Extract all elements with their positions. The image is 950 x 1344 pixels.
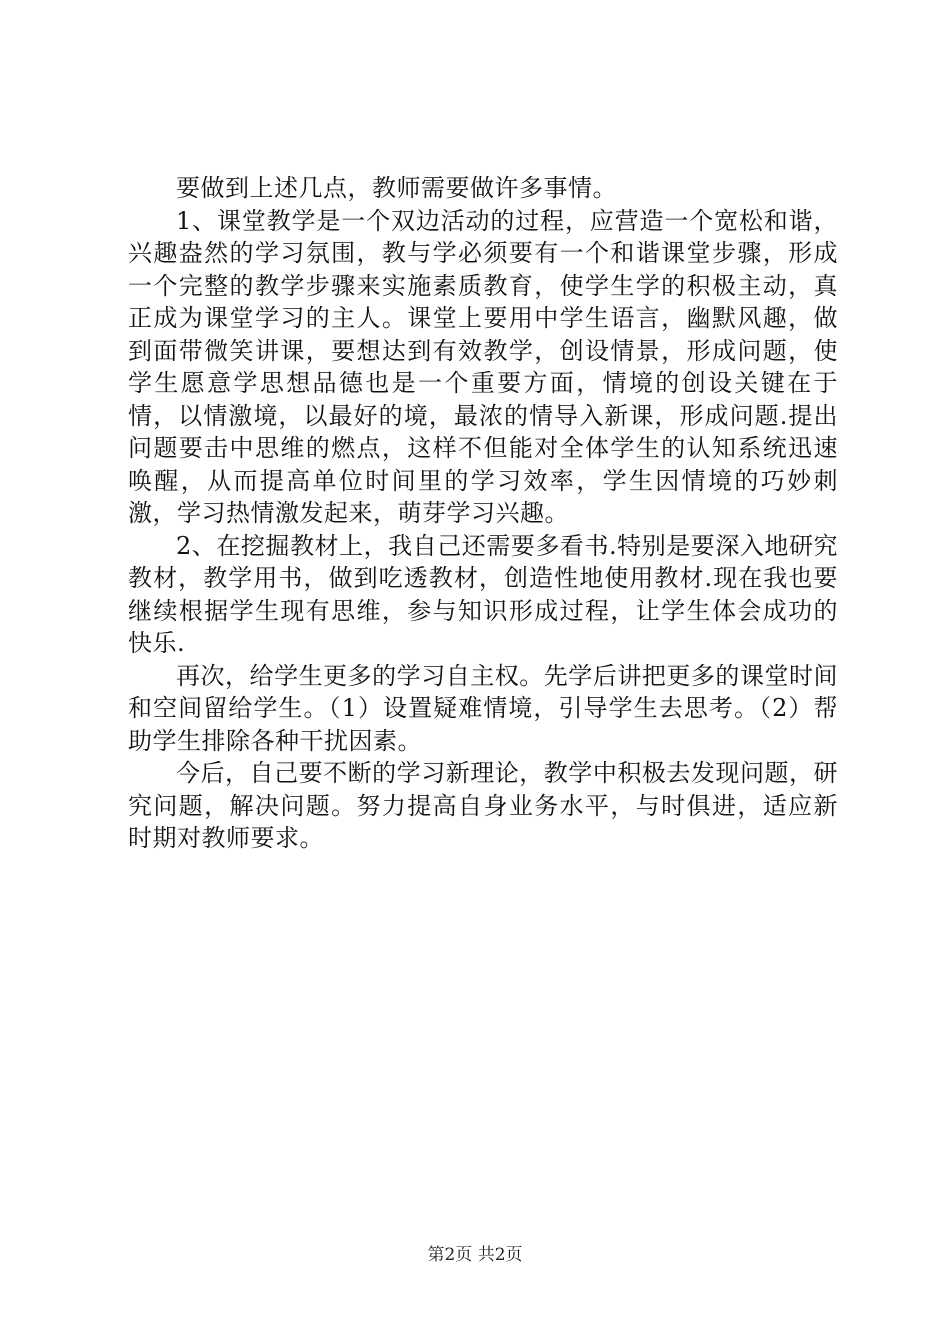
paragraph-point-1: 1、课堂教学是一个双边活动的过程，应营造一个宽松和谐，兴趣盎然的学习氛围，教与学必须要有一个和谐课堂步骤，形成一个完整的教学步骤来实施素质教育，使学生学的积极主动，真正成为课堂学习的主人。课堂上要用中学生语言，幽默风趣，做到面带微笑讲课，要想达到有效教学，创设情景，形成问题，使学生愿意学思想品德也是一个重要方面，情境的创设关键在于情，以情激境，以最好的境，最浓的情导入新课，形成问题.提出问题要击中思维的燃点，这样不但能对全体学生的认知系统迅速唤醒，从而提高单位时间里的学习效率，学生因情境的巧妙刺激，学习热情激发起来，萌芽学习兴趣。 bbox=[128, 206, 838, 527]
paragraph-conclusion: 今后，自己要不断的学习新理论，教学中积极去发现问题，研究问题，解决问题。努力提高自身业务水平，与时俱进，适应新时期对教师要求。 bbox=[128, 759, 838, 852]
page-number-footer: 第2页 共2页 bbox=[427, 1245, 523, 1265]
document-body bbox=[128, 172, 838, 855]
paragraph-autonomy: 再次，给学生更多的学习自主权。先学后讲把更多的课堂时间和空间留给学生。（1）设置疑难情境，引导学生去思考。（2）帮助学生排除各种干扰因素。 bbox=[128, 661, 838, 755]
paragraph-intro: 要做到上述几点，教师需要做许多事情。 bbox=[176, 174, 617, 202]
paragraph-point-2: 2、在挖掘教材上，我自己还需要多看书.特别是要深入地研究教材，教学用书，做到吃透教材，创造性地使用教材.现在我也要继续根据学生现有思维，参与知识形成过程，让学生体会成功的快乐. bbox=[128, 531, 838, 657]
